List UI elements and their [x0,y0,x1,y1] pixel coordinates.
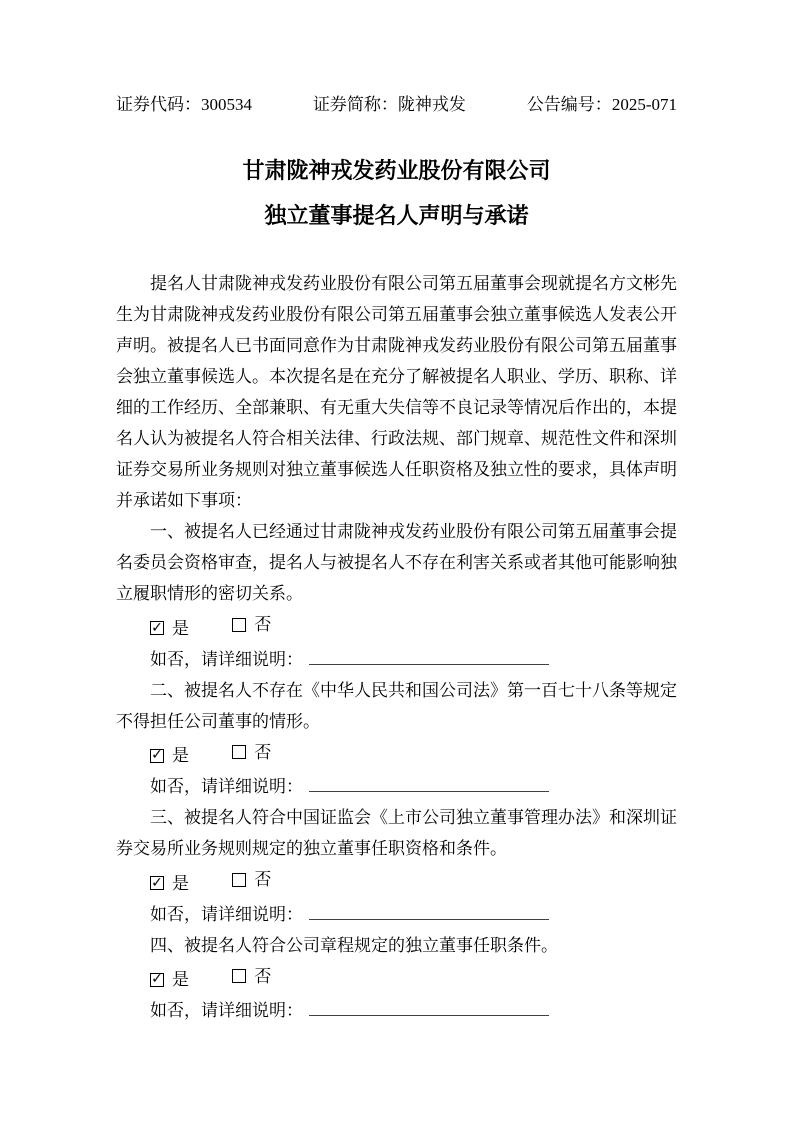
declaration-title: 独立董事提名人声明与承诺 [264,203,529,228]
explain-blank-field [309,649,549,665]
item-1-text: 一、被提名人已经通过甘肃陇神戎发药业股份有限公司第五届董事会提名委员会资格审查，提名人与被提名人不存在利害关系或者其他可能影响独立履职情形的密切关系。 [116,522,677,603]
checkbox-checked-icon [150,973,164,987]
checkbox-checked-icon [150,621,164,635]
yes-label: 是 [172,746,189,765]
item-1-no-checkbox [232,609,271,640]
yes-label: 是 [172,873,189,893]
item-1-checkbox-row [116,609,677,644]
item-3-text: 三、被提名人符合中国证监会《上市公司独立董事管理办法》和深圳证券交易所业务规则规定的独立董事任职资格和条件。 [116,808,677,858]
announcement-no-value: 2025-071 [611,95,677,114]
item-2-explain-row [116,771,677,802]
item-3-checkbox-row [116,864,677,899]
explain-label: 如否，请详细说明： [150,1001,303,1020]
document-header [116,92,677,118]
announcement-no-label: 公告编号： [526,95,612,114]
item-3-explain-row [116,899,677,930]
explain-blank-field [309,1000,549,1016]
announcement-no [527,92,677,118]
checkbox-checked-icon [150,876,164,890]
document-title-block [116,148,677,238]
checkbox-unchecked-icon [232,745,246,759]
declaration-item-2 [116,675,677,803]
no-label: 否 [254,870,272,889]
checkbox-checked-icon [150,749,164,763]
explain-label: 如否，请详细说明： [150,649,303,669]
no-label: 否 [254,615,272,634]
tick-mark-icon: ✓ [151,971,163,987]
explain-blank-field [309,776,549,792]
item-4-explain-row [116,995,677,1026]
no-label: 否 [254,742,272,762]
intro-paragraph: 提名人甘肃陇神戎发药业股份有限公司第五届董事会现就提名方文彬先生为甘肃陇神戎发药业股份有限公司第五届董事会独立董事候选人发表公开声明。被提名人已书面同意作为甘肃陇神戎发药业股份有限公司第五届董事会独立董事候选人。本次提名是在充分了解被提名人职业、学历、职称、详细的工作经历、全部兼职、有无重大失信等不良记录等情况后作出的，本提名人认为被提名人符合相关法律、行政法规、部门规章、规范性文件和深圳证券交易所业务规则对独立董事候选人任职资格及独立性的要求，具体声明并承诺如下事项： [116,274,677,510]
item-2-text: 二、被提名人不存在《中华人民共和国公司法》第一百七十八条等规定不得担任公司董事的情形。 [116,680,677,731]
stock-code-label: 证券代码： [116,95,201,114]
yes-label: 是 [172,970,189,989]
stock-name-label: 证券简称： [312,95,398,114]
checkbox-unchecked-icon [232,873,246,887]
company-name-title: 甘肃陇神戎发药业股份有限公司 [242,158,551,183]
item-3-yes-checkbox [150,868,189,899]
item-4-no-checkbox [232,961,271,992]
item-4-checkbox-row [116,961,677,996]
item-2-no-checkbox [232,737,271,768]
no-label: 否 [254,966,272,986]
item-4-text: 四、被提名人符合公司章程规定的独立董事任职条件。 [150,935,558,955]
tick-mark-icon: ✓ [151,874,163,891]
tick-mark-icon: ✓ [151,747,163,763]
item-3-no-checkbox [232,864,271,895]
yes-label: 是 [172,618,189,638]
stock-name-value: 陇神戎发 [397,95,466,114]
checkbox-unchecked-icon [232,969,246,983]
explain-label: 如否，请详细说明： [150,777,303,796]
stock-code [116,92,252,118]
document-body [116,268,677,1026]
item-4-yes-checkbox [150,964,189,995]
item-1-yes-checkbox [150,613,189,644]
tick-mark-icon: ✓ [151,619,163,636]
stock-code-value: 300534 [201,95,252,114]
declaration-item-1 [116,516,677,675]
item-2-checkbox-row [116,737,677,772]
explain-blank-field [309,904,549,920]
checkbox-unchecked-icon [232,618,246,632]
declaration-item-4 [116,930,677,1027]
item-2-yes-checkbox [150,740,189,771]
declaration-item-3 [116,802,677,930]
stock-name [313,92,466,118]
item-1-explain-row [116,644,677,675]
explain-label: 如否，请详细说明： [150,904,303,924]
